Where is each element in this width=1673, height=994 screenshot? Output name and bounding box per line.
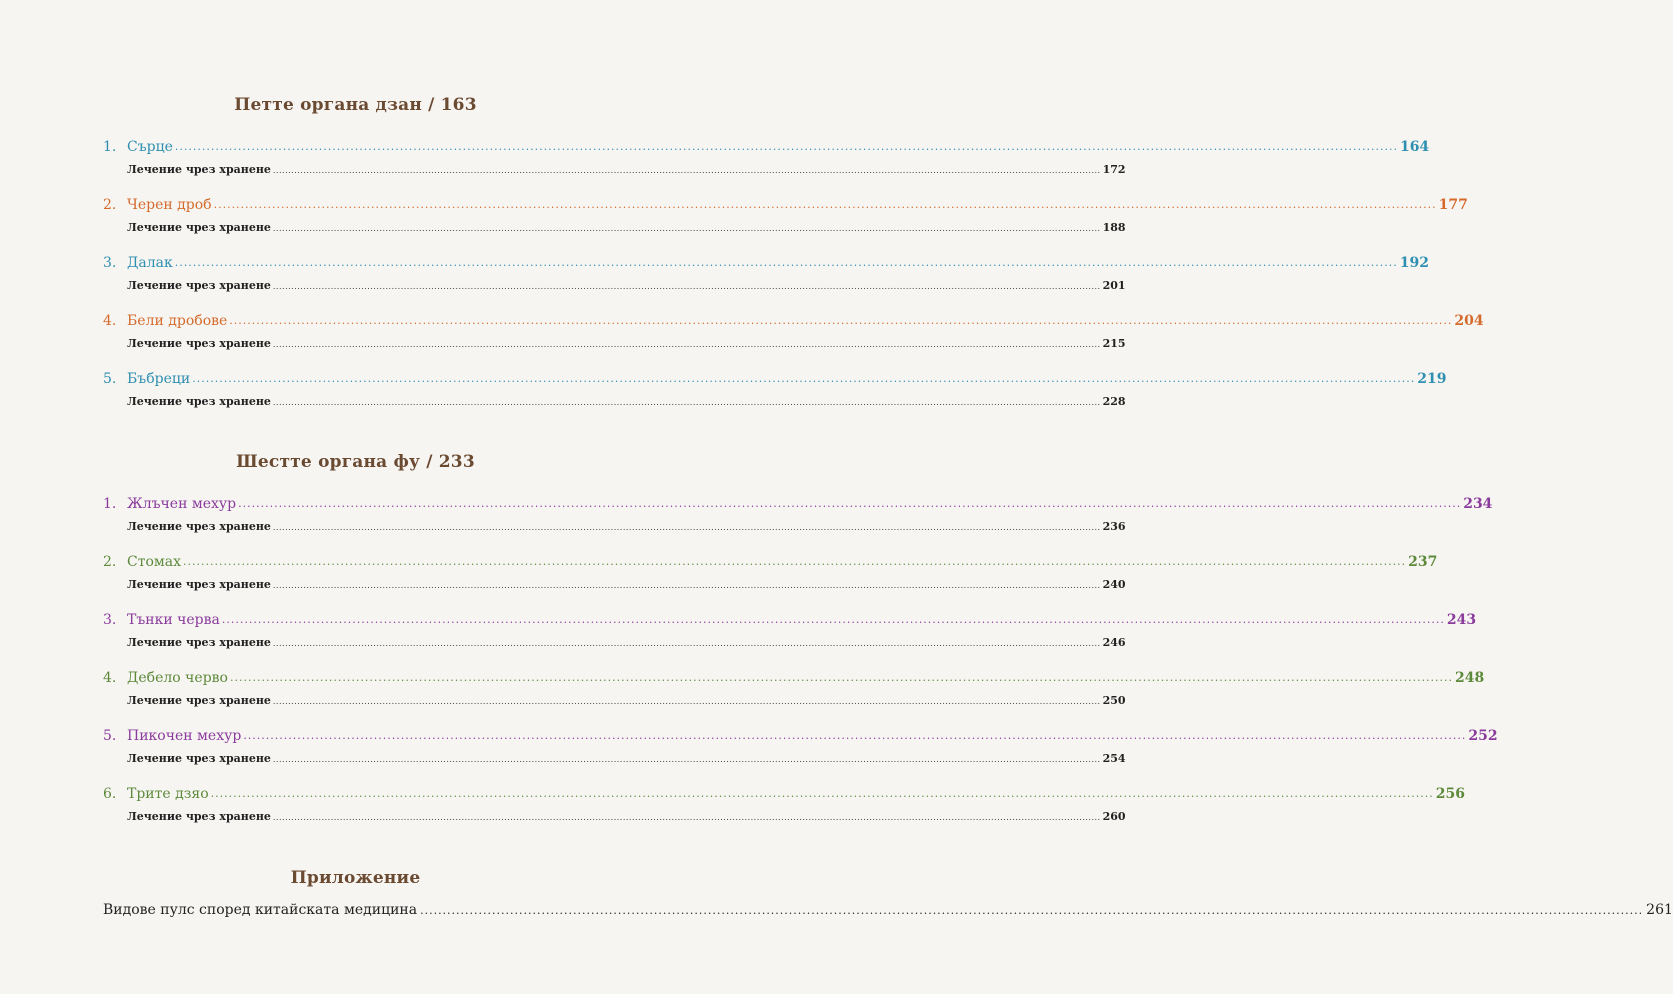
chapter-title: Пикочен мехур (127, 728, 242, 744)
subentry-page: 172 (1102, 163, 1126, 176)
fu-heading: Шестте органа фу / 233 (236, 452, 475, 472)
chapter-title: Бъбреци (127, 371, 191, 387)
chapter-page: 243 (1446, 612, 1477, 628)
zang-heading: Петте органа дзан / 163 (234, 95, 477, 115)
dot-leader: ................................................................................................................................................................................................................................................................................ (272, 398, 1101, 407)
chapter-number: 4. (103, 670, 117, 686)
dot-leader: ................................................................................................................................................................................................................................................................................ (272, 282, 1101, 291)
toc-chapter-row[interactable] (103, 554, 1438, 578)
toc-chapter (103, 313, 1484, 361)
dot-leader: ................................................................................................................................................................................................................................................................................ (272, 639, 1101, 648)
toc-chapter-row[interactable] (103, 197, 1468, 221)
subentry-page: 246 (1102, 636, 1126, 649)
subentry-title: Лечение чрез хранене (127, 520, 271, 533)
chapter-title: Сърце (127, 139, 173, 155)
toc-chapter-row[interactable] (103, 255, 1430, 279)
fu-section (103, 450, 1498, 834)
dot-leader: ................................................................................................................................................................................................................................................................................ (229, 671, 1454, 684)
chapter-number: 5. (103, 371, 117, 387)
dot-leader: ................................................................................................................................................................................................................................................................................ (192, 372, 1416, 385)
dot-leader: ................................................................................................................................................................................................................................................................................ (272, 224, 1101, 233)
toc-chapter (103, 255, 1430, 303)
dot-leader: ................................................................................................................................................................................................................................................................................ (272, 340, 1101, 349)
chapter-page: 252 (1468, 728, 1498, 744)
subentry-title: Лечение чрез хранене (127, 337, 271, 350)
subentry-title: Лечение чрез хранене (127, 395, 271, 408)
subentry-page: 188 (1102, 221, 1126, 234)
dot-leader: ................................................................................................................................................................................................................................................................................ (229, 314, 1453, 327)
chapter-title: Трите дзяо (127, 786, 209, 802)
dot-leader: ................................................................................................................................................................................................................................................................................ (210, 787, 1434, 800)
toc-chapter (103, 139, 1430, 187)
chapter-title: Жлъчен мехур (127, 496, 237, 512)
toc-subentry-row[interactable] (103, 578, 1126, 602)
dot-leader: ................................................................................................................................................................................................................................................................................ (272, 697, 1101, 706)
subentry-title: Лечение чрез хранене (127, 279, 271, 292)
chapter-number: 3. (103, 255, 117, 271)
chapter-number: 1. (103, 496, 117, 512)
toc-subentry-row[interactable] (103, 163, 1126, 187)
appendix-section (103, 866, 1673, 926)
chapter-page: 237 (1408, 554, 1438, 570)
appendix-heading: Приложение (290, 868, 421, 888)
toc-chapter (103, 786, 1465, 834)
appendix-page: 261 (1646, 902, 1673, 918)
subentry-title: Лечение чрез хранене (127, 810, 271, 823)
dot-leader: ................................................................................................................................................................................................................................................................................ (272, 813, 1101, 822)
subentry-page: 236 (1102, 520, 1126, 533)
appendix-title: Видове пулс според китайската медицина (103, 902, 418, 918)
dot-leader: ................................................................................................................................................................................................................................................................................ (174, 256, 1398, 269)
subentry-page: 215 (1102, 337, 1126, 350)
chapter-page: 177 (1438, 197, 1468, 213)
chapter-title: Тънки черва (127, 612, 220, 628)
chapter-page: 256 (1435, 786, 1465, 802)
subentry-title: Лечение чрез хранене (127, 578, 271, 591)
zang-list (103, 139, 1484, 419)
toc-chapter-row[interactable] (103, 371, 1447, 395)
toc-chapter-row[interactable] (103, 786, 1465, 810)
toc-subentry-row[interactable] (103, 337, 1126, 361)
zang-section (103, 93, 1484, 419)
toc-chapter-row[interactable] (103, 313, 1484, 337)
dot-leader: ................................................................................................................................................................................................................................................................................ (420, 904, 1644, 917)
chapter-title: Дебело черво (127, 670, 228, 686)
appendix-entry[interactable] (103, 902, 1673, 926)
toc-chapter (103, 554, 1438, 602)
toc-subentry-row[interactable] (103, 221, 1126, 245)
chapter-title: Бели дробове (127, 313, 228, 329)
toc-chapter-row[interactable] (103, 496, 1493, 520)
subentry-page: 254 (1102, 752, 1126, 765)
subentry-page: 240 (1102, 578, 1126, 591)
subentry-page: 260 (1102, 810, 1126, 823)
toc-chapter-row[interactable] (103, 139, 1430, 163)
dot-leader: ................................................................................................................................................................................................................................................................................ (238, 497, 1462, 510)
toc-chapter (103, 496, 1493, 544)
subentry-page: 250 (1102, 694, 1126, 707)
subentry-title: Лечение чрез хранене (127, 752, 271, 765)
subentry-title: Лечение чрез хранене (127, 221, 271, 234)
toc-subentry-row[interactable] (103, 395, 1126, 419)
chapter-page: 219 (1417, 371, 1447, 387)
dot-leader: ................................................................................................................................................................................................................................................................................ (272, 166, 1101, 175)
subentry-page: 201 (1102, 279, 1126, 292)
toc-chapter (103, 670, 1485, 718)
chapter-title: Стомах (127, 554, 182, 570)
subentry-title: Лечение чрез хранене (127, 694, 271, 707)
chapter-number: 2. (103, 197, 117, 213)
chapter-title: Черен дроб (127, 197, 212, 213)
chapter-page: 192 (1399, 255, 1430, 271)
toc-subentry-row[interactable] (103, 520, 1126, 544)
chapter-title: Далак (127, 255, 173, 271)
dot-leader: ................................................................................................................................................................................................................................................................................ (213, 198, 1437, 211)
fu-list (103, 496, 1498, 834)
toc-chapter-row[interactable] (103, 612, 1477, 636)
dot-leader: ................................................................................................................................................................................................................................................................................ (272, 581, 1101, 590)
chapter-number: 1. (103, 139, 117, 155)
chapter-page: 164 (1399, 139, 1430, 155)
chapter-number: 3. (103, 612, 117, 628)
toc-chapter-row[interactable] (103, 728, 1498, 752)
toc-subentry-row[interactable] (103, 636, 1126, 660)
subentry-title: Лечение чрез хранене (127, 163, 271, 176)
dot-leader: ................................................................................................................................................................................................................................................................................ (272, 755, 1101, 764)
toc-chapter (103, 728, 1498, 776)
toc-chapter-row[interactable] (103, 670, 1485, 694)
chapter-page: 234 (1463, 496, 1493, 512)
chapter-number: 2. (103, 554, 117, 570)
toc-subentry-row[interactable] (103, 752, 1126, 776)
toc-chapter (103, 612, 1477, 660)
chapter-page: 204 (1454, 313, 1484, 329)
toc-chapter (103, 197, 1468, 245)
dot-leader: ................................................................................................................................................................................................................................................................................ (221, 613, 1445, 626)
chapter-number: 4. (103, 313, 117, 329)
toc-subentry-row[interactable] (103, 279, 1126, 303)
toc-chapter (103, 371, 1447, 419)
dot-leader: ................................................................................................................................................................................................................................................................................ (174, 140, 1398, 153)
toc-subentry-row[interactable] (103, 694, 1126, 718)
chapter-number: 5. (103, 728, 117, 744)
chapter-number: 6. (103, 786, 117, 802)
dot-leader: ................................................................................................................................................................................................................................................................................ (243, 729, 1467, 742)
chapter-page: 248 (1455, 670, 1485, 686)
subentry-title: Лечение чрез хранене (127, 636, 271, 649)
toc-subentry-row[interactable] (103, 810, 1126, 834)
dot-leader: ................................................................................................................................................................................................................................................................................ (272, 523, 1101, 532)
subentry-page: 228 (1102, 395, 1126, 408)
dot-leader: ................................................................................................................................................................................................................................................................................ (183, 555, 1407, 568)
